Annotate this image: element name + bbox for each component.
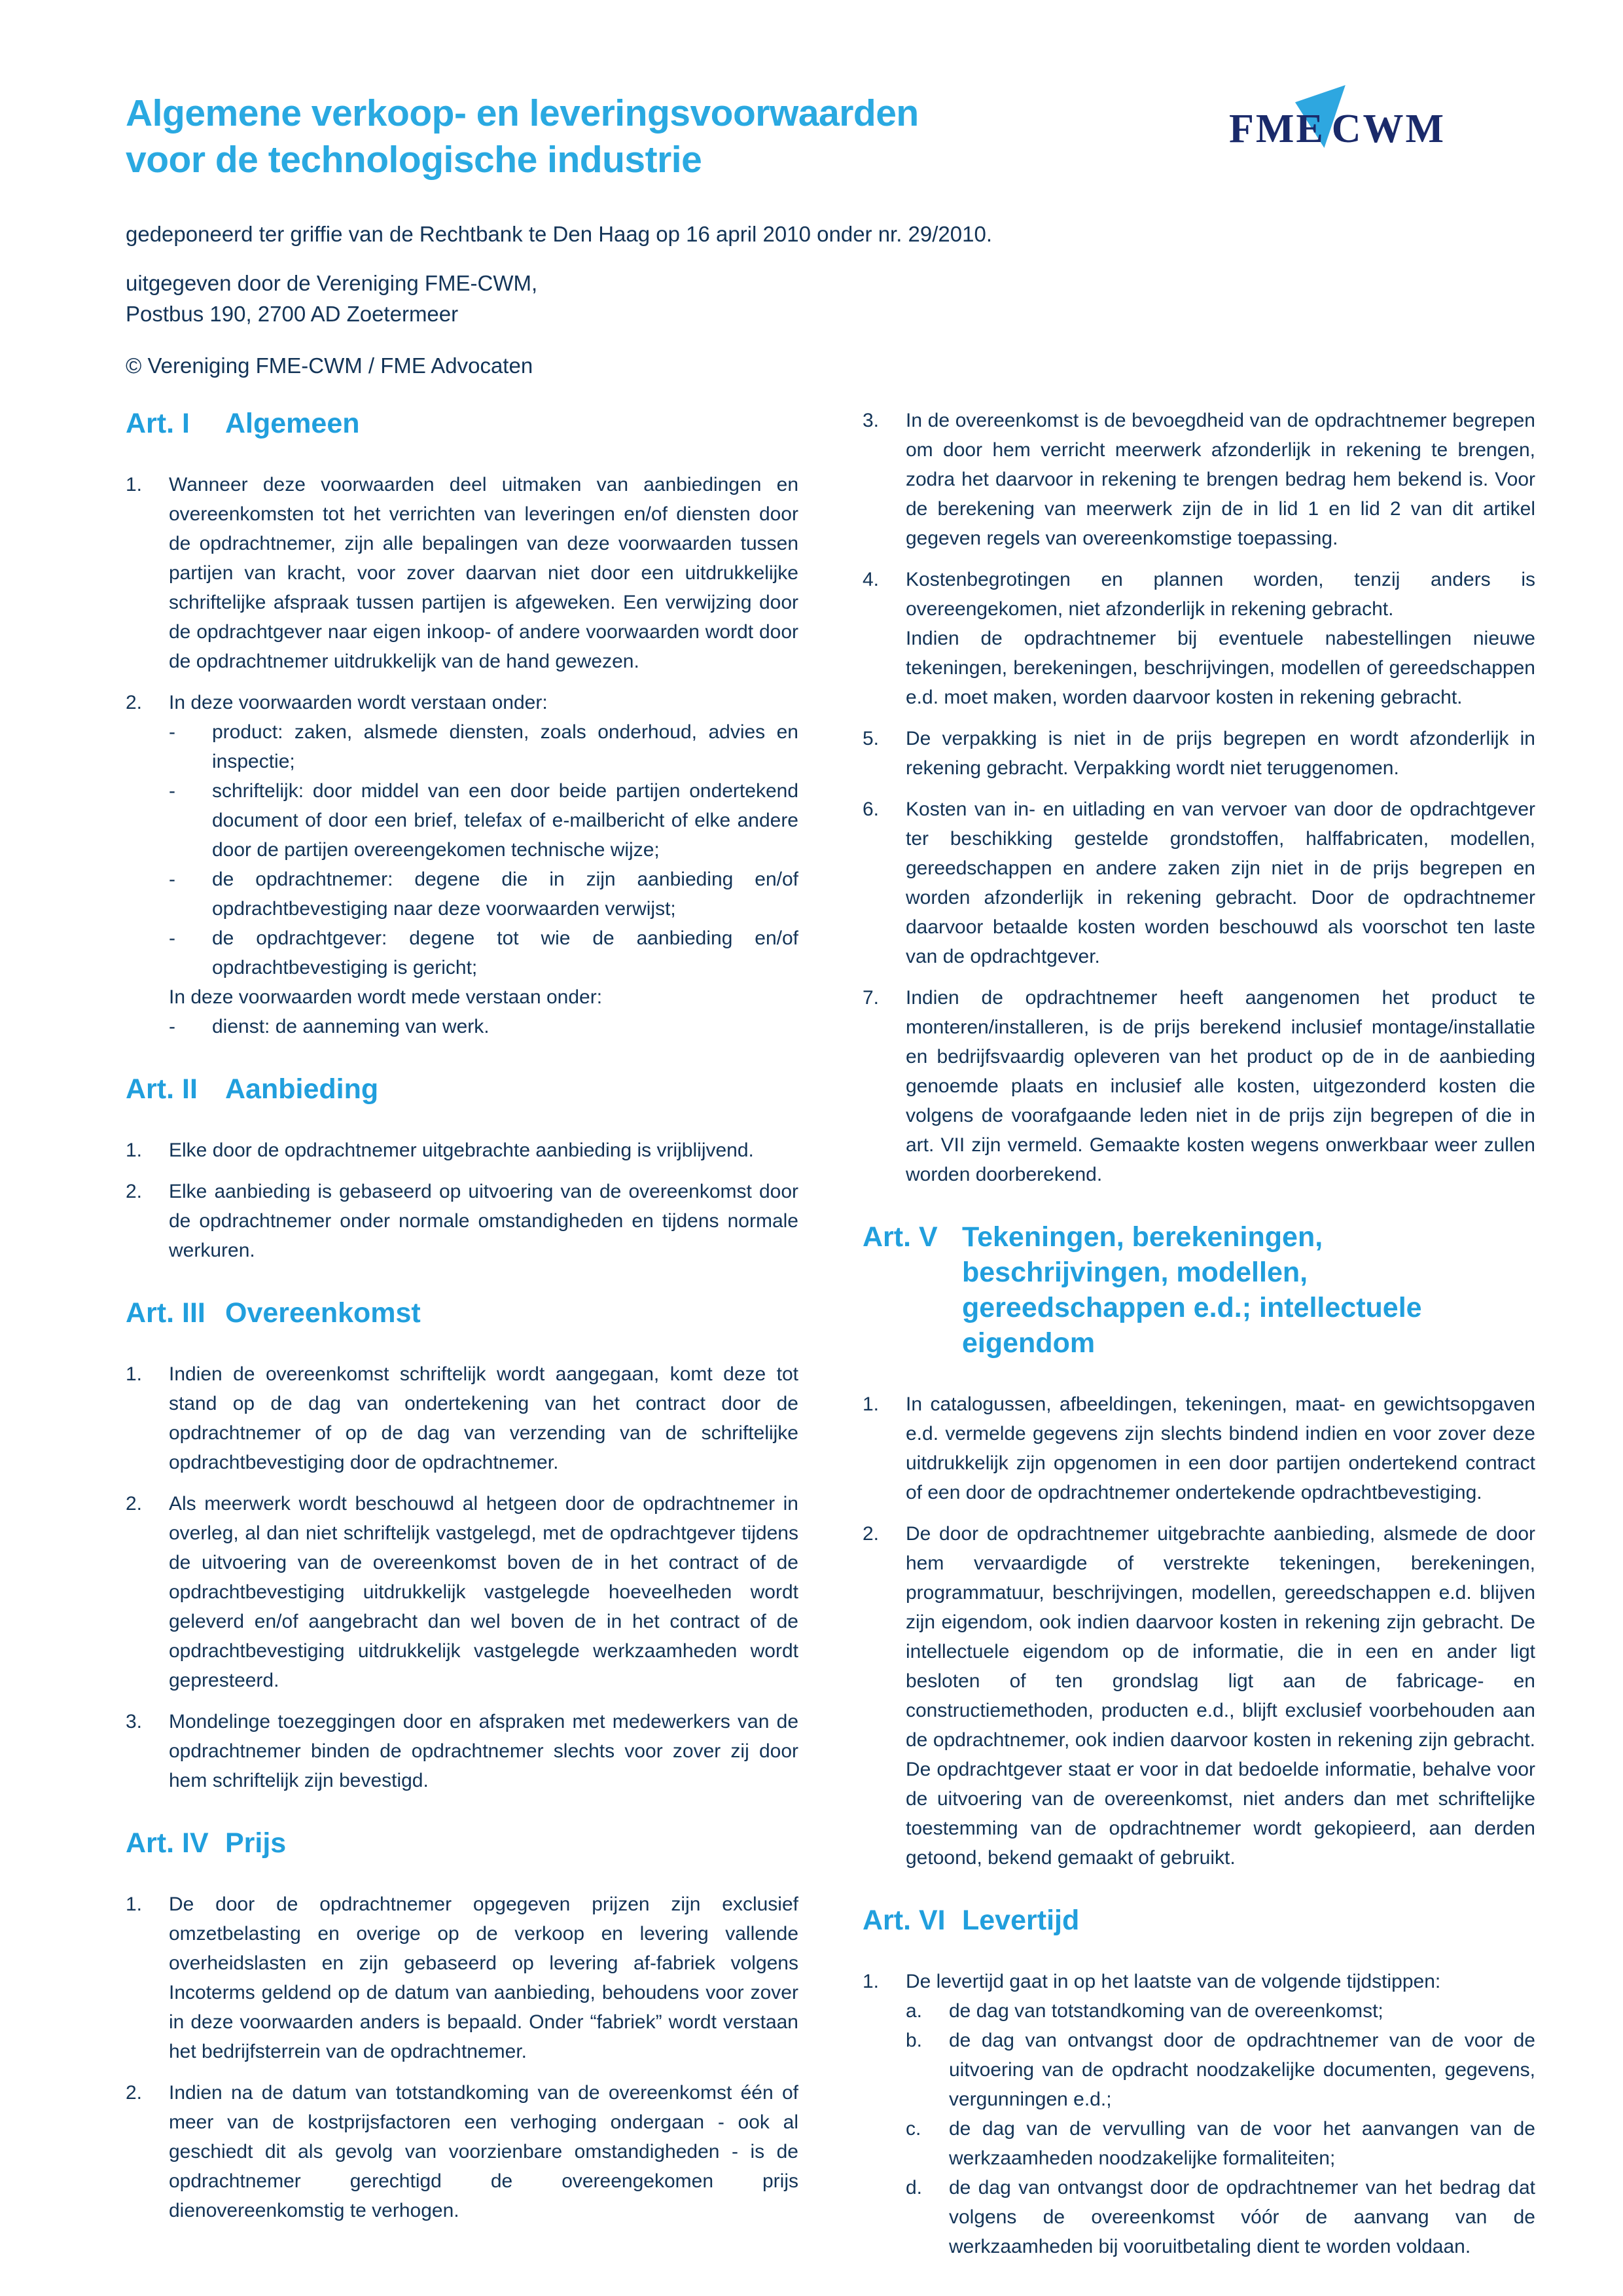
article-label: Art. IV xyxy=(126,1827,209,1859)
sub-item-text: dienst: de aanneming van werk. xyxy=(212,1016,490,1037)
item-number: 1. xyxy=(126,1893,143,1915)
article-heading xyxy=(863,1219,1535,1361)
item-body xyxy=(169,1136,798,1165)
numbered-item xyxy=(863,983,1535,1189)
item-paragraph: Als meerwerk wordt beschouwd al hetgeen door de opdrachtnemer in overleg, al dan niet schriftelijk vastgelegd, met de opdrachtgever tijdens de uitvoering van de overeenkomst boven de in het contract of de opdrachtbevestiging uitdrukkelijk vastgelegde hoeveelheden wordt geleverd en/of aangebracht dan wel boven de in het contract of de opdrachtbevestiging uitdrukkelijk vastgelegde werkzaamheden wordt gepresteerd. xyxy=(169,1493,798,1691)
numbered-item xyxy=(126,1359,798,1477)
publisher-line1: uitgegeven door de Vereniging FME-CWM, xyxy=(126,271,538,295)
item-paragraph: Elke aanbieding is gebaseerd op uitvoering van de overeenkomst door de opdrachtnemer onder normale omstandigheden en tijdens normale werkuren. xyxy=(169,1181,798,1261)
item-paragraph: In catalogussen, afbeeldingen, tekeningen, maat- en gewichtsopgaven e.d. vermelde gegevens zijn slechts bindend indien en voor zover deze uitdrukkelijk zijn opgenomen in een door partijen ondertekend contract of een door de opdrachtnemer ondertekende opdrachtbevestiging. xyxy=(906,1393,1535,1503)
item-body xyxy=(169,1359,798,1477)
item-paragraph: Indien de overeenkomst schriftelijk wordt aangegaan, komt deze tot stand op de dag van ondertekening van het contract door de opdrachtnemer of op de dag van verzending van de schriftelijke opdrachtbevestiging door de opdrachtnemer. xyxy=(169,1363,798,1473)
item-number: 2. xyxy=(126,1493,143,1515)
sub-item-text: de opdrachtgever: degene tot wie de aanbieding en/of opdrachtbevestiging is gericht; xyxy=(212,927,798,978)
document-header xyxy=(126,90,1173,381)
numbered-item xyxy=(863,1519,1535,1873)
sub-item xyxy=(906,1996,1535,2026)
item-paragraph: In deze voorwaarden wordt verstaan onder: xyxy=(169,692,548,713)
article-label: Art. VI xyxy=(863,1905,946,1936)
item-paragraph: De verpakking is niet in de prijs begrepen en wordt afzonderlijk in rekening gebracht. Verpakking wordt niet teruggenomen. xyxy=(906,728,1535,779)
item-paragraph: De door de opdrachtnemer uitgebrachte aanbieding, alsmede de door hem vervaardigde of verstrekte tekeningen, berekeningen, programmatuur, beschrijvingen, modellen, gereedschappen e.d. blijven zijn eigendom, ook indien daarvoor kosten in rekening zijn gebracht. De intellectuele eigendom op de informatie, die in een en ander ligt besloten of ten grondslag ligt aan de fabricage- en constructiemethoden, producten e.d., blijft exclusief voorbehouden aan de opdrachtnemer, ook indien daarvoor kosten in rekening zijn gebracht. De opdrachtgever staat er voor in dat bedoelde informatie, behalve voor de uitvoering van de overeenkomst, niet anders dan met schriftelijke toestemming van de opdrachtnemer wordt gekopieerd, aan derden getoond, bekend gemaakt of gebruikt. xyxy=(906,1523,1535,1869)
fme-cwm-logo xyxy=(1229,84,1446,162)
item-number: 1. xyxy=(863,1393,880,1415)
article-title: Aanbieding xyxy=(225,1073,379,1105)
sub-item-marker: b. xyxy=(906,2030,923,2051)
numbered-item xyxy=(126,2078,798,2225)
sub-item-marker: - xyxy=(169,927,175,949)
sub-item xyxy=(169,1012,798,1041)
item-body xyxy=(906,795,1535,971)
item-paragraph: Elke door de opdrachtnemer uitgebrachte aanbieding is vrijblijvend. xyxy=(169,1139,754,1161)
article-heading xyxy=(126,1825,798,1861)
numbered-item xyxy=(863,724,1535,783)
page-title-line1: Algemene verkoop- en leveringsvoorwaarden xyxy=(126,92,919,134)
article-label: Art. II xyxy=(126,1073,198,1105)
item-body xyxy=(906,983,1535,1189)
item-paragraph: Kosten van in- en uitlading en van vervoer van door de opdrachtgever ter beschikking gestelde grondstoffen, halffabricaten, modellen, gereedschappen en andere zaken zijn niet in de prijs begrepen en worden afzonderlijk in rekening gebracht. Door de opdrachtnemer daarvoor betaalde kosten worden beschouwd als voorschot ten laste van de opdrachtgever. xyxy=(906,798,1535,967)
sub-item xyxy=(169,776,798,865)
numbered-item xyxy=(863,795,1535,971)
publisher-line2: Postbus 190, 2700 AD Zoetermeer xyxy=(126,302,459,326)
item-number: 2. xyxy=(126,2082,143,2104)
article-label: Art. I xyxy=(126,408,190,439)
item-number: 3. xyxy=(863,410,880,431)
article-title: Levertijd xyxy=(962,1905,1080,1936)
left-column xyxy=(126,406,798,2237)
item-body xyxy=(169,1707,798,1795)
item-paragraph: Wanneer deze voorwaarden deel uitmaken van aanbiedingen en overeenkomsten tot het verrichten van leveringen en/of diensten door de opdrachtnemer, zijn alle bepalingen van deze voorwaarden tussen partijen van kracht, voor zover daarvan niet door een uitdrukkelijke schriftelijke afspraak tussen partijen is afgeweken. Een verwijzing door de opdrachtgever naar eigen inkoop- of andere voorwaarden wordt door de opdrachtnemer uitdrukkelijk van de hand gewezen. xyxy=(169,474,798,672)
sub-item xyxy=(169,924,798,982)
item-body xyxy=(169,470,798,676)
page-title-line2: voor de technologische industrie xyxy=(126,139,702,181)
sub-item-marker: c. xyxy=(906,2118,921,2140)
item-body xyxy=(169,2078,798,2225)
numbered-item xyxy=(126,470,798,676)
item-paragraph: Mondelinge toezeggingen door en afspraken met medewerkers van de opdrachtnemer binden de opdrachtnemer slechts voor zover zij door hem schriftelijk zijn bevestigd. xyxy=(169,1711,798,1791)
numbered-item xyxy=(126,688,798,1041)
article-label: Art. III xyxy=(126,1297,205,1329)
sub-item-marker: - xyxy=(169,1016,175,1037)
numbered-item xyxy=(126,1489,798,1695)
item-number: 7. xyxy=(863,987,880,1009)
page-title xyxy=(126,90,1173,183)
article-heading xyxy=(126,1071,798,1107)
item-number: 1. xyxy=(126,1139,143,1161)
sub-item xyxy=(169,865,798,924)
article-heading xyxy=(126,1295,798,1331)
sub-item-text: product: zaken, alsmede diensten, zoals onderhoud, advies en inspectie; xyxy=(212,721,798,772)
item-body xyxy=(169,1489,798,1695)
sub-item-text: de dag van ontvangst door de opdrachtnemer van de voor de uitvoering van de opdracht noodzakelijke documenten, gegevens, vergunningen e.d.; xyxy=(949,2030,1535,2110)
sub-item xyxy=(169,717,798,776)
copyright-note: © Vereniging FME-CWM / FME Advocaten xyxy=(126,353,533,378)
numbered-item xyxy=(863,565,1535,712)
numbered-item xyxy=(126,1707,798,1795)
publisher-note xyxy=(126,268,1173,329)
item-body xyxy=(169,1177,798,1265)
numbered-item xyxy=(863,406,1535,553)
item-number: 2. xyxy=(863,1523,880,1545)
item-paragraph: Kostenbegrotingen en plannen worden, tenzij anders is overeengekomen, niet afzonderlijk in rekening gebracht. xyxy=(906,569,1535,620)
item-number: 1. xyxy=(126,474,143,495)
item-number: 2. xyxy=(126,1181,143,1202)
numbered-item xyxy=(126,1890,798,2066)
deposit-note: gedeponeerd ter griffie van de Rechtbank te Den Haag op 16 april 2010 onder nr. 29/2010. xyxy=(126,222,993,246)
item-number: 1. xyxy=(126,1363,143,1385)
right-column xyxy=(863,406,1535,2273)
article-title: Algemeen xyxy=(225,408,360,439)
item-paragraph: Indien de opdrachtnemer bij eventuele nabestellingen nieuwe tekeningen, berekeningen, beschrijvingen, modellen of gereedschappen e.d. moet maken, worden daarvoor kosten in rekening gebracht. xyxy=(906,628,1535,708)
item-number: 5. xyxy=(863,728,880,749)
item-body xyxy=(906,565,1535,712)
item-number: 4. xyxy=(863,569,880,590)
sub-item xyxy=(906,2026,1535,2114)
item-paragraph: De door de opdrachtnemer opgegeven prijzen zijn exclusief omzetbelasting en overige op de verkoop en levering vallende overheidslasten en zijn gebaseerd op levering af-fabriek volgens Incoterms geldend op de datum van aanbieding, behoudens voor zover in deze voorwaarden anders is bepaald. Onder “fabriek” wordt verstaan het bedrijfsterrein van de opdrachtnemer. xyxy=(169,1893,798,2062)
sub-item-text: de dag van totstandkoming van de overeenkomst; xyxy=(949,2000,1383,2022)
article-label: Art. V xyxy=(863,1221,938,1253)
sub-item xyxy=(906,2114,1535,2173)
item-paragraph: De levertijd gaat in op het laatste van de volgende tijdstippen: xyxy=(906,1971,1441,1992)
item-body xyxy=(906,406,1535,553)
sub-item-marker: a. xyxy=(906,2000,923,2022)
sub-item-text: de opdrachtnemer: degene die in zijn aanbieding en/of opdrachtbevestiging naar deze voorwaarden verwijst; xyxy=(212,869,798,920)
item-paragraph: In de overeenkomst is de bevoegdheid van de opdrachtnemer begrepen om door hem verricht meerwerk afzonderlijk in rekening te brengen, zodra het daarvoor in rekening te brengen bedrag hem bekend is. Voor de berekening van meerwerk zijn de in lid 1 en lid 2 van dit artikel gegeven regels van overeenkomstige toepassing. xyxy=(906,410,1535,549)
sub-item-text: de dag van de vervulling van de voor het aanvangen van de werkzaamheden noodzakelijke formaliteiten; xyxy=(949,2118,1535,2169)
numbered-item xyxy=(126,1136,798,1165)
item-body xyxy=(169,688,798,1041)
item-paragraph: In deze voorwaarden wordt mede verstaan onder: xyxy=(169,986,603,1008)
item-number: 3. xyxy=(126,1711,143,1732)
item-body xyxy=(906,1519,1535,1873)
item-number: 1. xyxy=(863,1971,880,1992)
numbered-item xyxy=(126,1177,798,1265)
article-title: Overeenkomst xyxy=(225,1297,421,1329)
article-heading xyxy=(863,1903,1535,1938)
item-number: 6. xyxy=(863,798,880,820)
numbered-item xyxy=(863,1967,1535,2261)
article-heading xyxy=(126,406,798,441)
logo-text-cwm: CWM xyxy=(1331,107,1446,151)
sub-item-marker: d. xyxy=(906,2177,923,2198)
item-body xyxy=(906,1967,1535,2261)
sub-item xyxy=(906,2173,1535,2261)
article-title: Tekeningen, berekeningen, beschrijvingen, modellen, gereedschappen e.d.; intellectuele eigendom xyxy=(962,1221,1422,1359)
article-title: Prijs xyxy=(225,1827,287,1859)
item-body xyxy=(906,724,1535,783)
item-paragraph: Indien na de datum van totstandkoming van de overeenkomst één of meer van de kostprijsfactoren een verhoging ondergaan - ook al geschiedt dit als gevolg van voorzienbare omstandigheden - is de opdrachtnemer gerechtigd de overeengekomen prijs dienovereenkomstig te verhogen. xyxy=(169,2082,798,2221)
numbered-item xyxy=(863,1390,1535,1507)
sub-item-marker: - xyxy=(169,869,175,890)
sub-item-text: de dag van ontvangst door de opdrachtnemer van het bedrag dat volgens de overeenkomst vóór de aanvang van de werkzaamheden bij vooruitbetaling dient te worden voldaan. xyxy=(949,2177,1535,2257)
sub-item-marker: - xyxy=(169,721,175,743)
sub-item-text: schriftelijk: door middel van een door beide partijen ondertekend document of door een brief, telefax of e-mailbericht of elke andere door de partijen overeengekomen technische wijze; xyxy=(212,780,798,861)
item-number: 2. xyxy=(126,692,143,713)
item-body xyxy=(169,1890,798,2066)
item-paragraph: Indien de opdrachtnemer heeft aangenomen het product te monteren/installeren, is de prijs berekend inclusief montage/installatie en bedrijfsvaardig opleveren van het product op de in de aanbieding genoemde plaats en inclusief alle kosten, uitgezonderd kosten die volgens de voorafgaande leden niet in de prijs zijn begrepen of die in art. VII zijn vermeld. Gemaakte kosten wegens onwerkbaar weer zullen worden doorberekend. xyxy=(906,987,1535,1185)
logo-text-fme: FME xyxy=(1229,107,1325,151)
item-body xyxy=(906,1390,1535,1507)
sub-item-marker: - xyxy=(169,780,175,802)
